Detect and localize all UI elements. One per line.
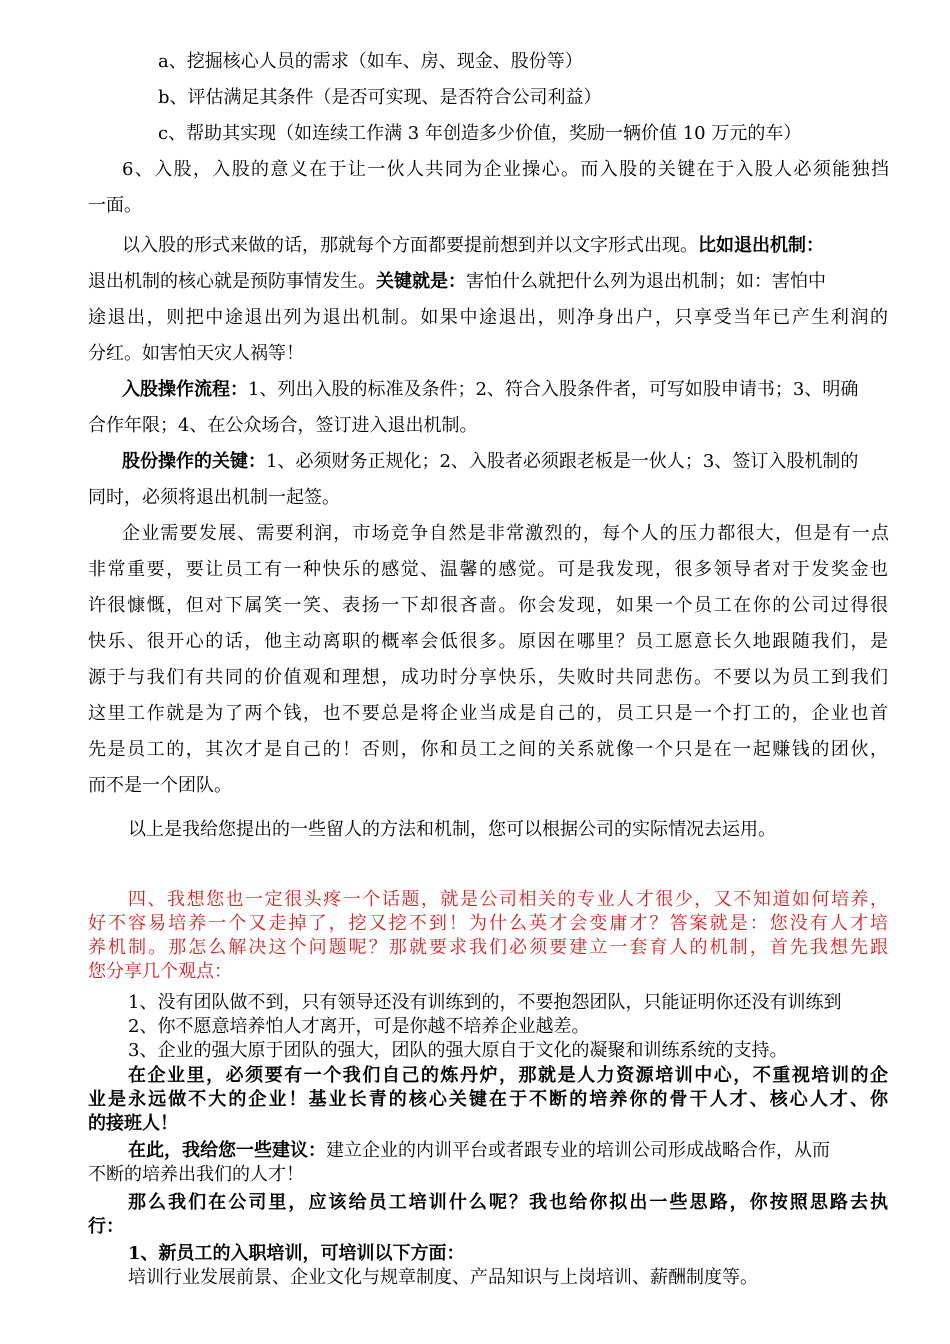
exit-mechanism-line: 途退出，则把中途退出列为退出机制。如果中途退出，则净身出户，只享受当年已产生利润的 xyxy=(88,307,888,328)
advice-line xyxy=(128,1139,888,1163)
paragraph-line: 快乐、很开心的话，他主动离职的概率会低很多。原因在哪里？员工愿意长久地跟随我们，是 xyxy=(88,631,888,652)
paragraph-6-line: 6、入股，入股的意义在于让一伙人共同为企业操心。而入股的关键在于入股人必须能独挡 xyxy=(122,159,889,180)
exit-key-text: 害怕什么就把什么列为退出机制；如：害怕中 xyxy=(466,271,826,292)
viewpoint-2: 2、你不愿意培养怕人才离开，可是你越不培养企业越差。 xyxy=(128,1016,590,1037)
viewpoint-3: 3、企业的强大原于团队的强大，团队的强大原自于文化的凝聚和训练系统的支持。 xyxy=(128,1040,788,1061)
share-flow-line: 合作年限；4、在公众场合，签订进入退出机制。 xyxy=(88,415,478,436)
list-item-c: c、帮助其实现（如连续工作满 3 年创造多少价值，奖励一辆价值 10 万元的车） xyxy=(158,123,802,144)
paragraph-line: 非常重要，要让员工有一种快乐的感觉、温馨的感觉。可是我发现，很多领导者对于发奖金也 xyxy=(88,559,888,580)
exit-core-text: 退出机制的核心就是预防事情发生。 xyxy=(88,271,376,292)
summary-line: 以上是我给您提出的一些留人的方法和机制，您可以根据公司的实际情况去运用。 xyxy=(128,819,776,840)
exit-mechanism-heading: 比如退出机制： xyxy=(698,235,824,256)
new-hire-training-content: 培训行业发展前景、企业文化与规章制度、产品知识与上岗培训、薪酬制度等。 xyxy=(128,1267,758,1288)
share-key-text: 1、必须财务正规化；2、入股者必须跟老板是一伙人；3、签订入股机制的 xyxy=(266,451,859,472)
section-four-intro-line: 您分享几个观点： xyxy=(88,961,232,982)
share-key-label: 股份操作的关键： xyxy=(122,451,266,472)
exit-mechanism-line xyxy=(88,270,888,294)
share-key-line xyxy=(122,450,889,474)
section-four-intro-line: 四、我想您也一定很头疼一个话题，就是公司相关的专业人才很少，又不知道如何培养， xyxy=(128,889,888,910)
paragraph-line: 这里工作就是为了两个钱，也不要总是将企业当成是自己的，员工只是一个打工的，企业也首 xyxy=(88,703,888,724)
training-center-line: 在企业里，必须要有一个我们自己的炼丹炉，那就是人力资源培训中心，不重视培训的企 xyxy=(128,1065,888,1086)
share-flow-line xyxy=(122,378,889,402)
training-center-line: 的接班人！ xyxy=(88,1113,178,1134)
training-center-line: 业是永远做不大的企业！基业长青的核心关键在于不断的培养你的骨干人才、核心人才、你 xyxy=(88,1089,888,1110)
paragraph-line: 许很慷慨，但对下属笑一笑、表扬一下却很吝啬。你会发现，如果一个员工在你的公司过得很 xyxy=(88,595,888,616)
new-hire-training-title: 1、新员工的入职培训，可培训以下方面： xyxy=(128,1243,465,1264)
paragraph-6-line: 一面。 xyxy=(88,195,142,216)
question-line: 行： xyxy=(88,1216,124,1237)
share-key-line: 同时，必须将退出机制一起签。 xyxy=(88,487,340,508)
advice-line: 不断的培养出我们的人才！ xyxy=(88,1164,304,1185)
exit-intro-text: 以入股的形式来做的话，那就每个方面都要提前想到并以文字形式出现。 xyxy=(122,235,698,256)
paragraph-line: 源于与我们有共同的价值观和理想，成功时分享快乐，失败时共同悲伤。不要以为员工到我们 xyxy=(88,667,888,688)
paragraph-line: 而不是一个团队。 xyxy=(88,775,232,796)
question-line: 那么我们在公司里，应该给员工培训什么呢？我也给你拟出一些思路，你按照思路去执 xyxy=(128,1192,888,1213)
share-flow-label: 入股操作流程： xyxy=(122,379,248,400)
advice-label: 在此，我给您一些建议： xyxy=(128,1140,326,1161)
exit-mechanism-line: 分红。如害怕天灾人祸等！ xyxy=(88,343,304,364)
section-four-intro-line: 养机制。那怎么解决这个问题呢？那就要求我们必须要建立一套育人的机制，首先我想先跟 xyxy=(88,937,888,958)
list-item-a: a、挖掘核心人员的需求（如车、房、现金、股份等） xyxy=(158,51,583,72)
advice-text: 建立企业的内训平台或者跟专业的培训公司形成战略合作，从而 xyxy=(326,1140,830,1161)
key-label: 关键就是： xyxy=(376,271,466,292)
paragraph-line: 先是员工的，其次才是自己的！否则，你和员工之间的关系就像一个只是在一起赚钱的团伙， xyxy=(88,739,888,760)
viewpoint-1: 1、没有团队做不到，只有领导还没有训练到的，不要抱怨团队，只能证明你还没有训练到 xyxy=(128,992,842,1013)
section-four-intro-line: 好不容易培养一个又走掉了，挖又挖不到！为什么英才会变庸才？答案就是：您没有人才培 xyxy=(88,913,888,934)
exit-mechanism-line xyxy=(122,234,889,258)
paragraph-line: 企业需要发展、需要利润，市场竞争自然是非常激烈的，每个人的压力都很大，但是有一点 xyxy=(122,523,889,544)
list-item-b: b、评估满足其条件（是否可实现、是否符合公司利益） xyxy=(158,87,602,108)
share-flow-text: 1、列出入股的标准及条件；2、符合入股条件者，可写如股申请书；3、明确 xyxy=(248,379,859,400)
